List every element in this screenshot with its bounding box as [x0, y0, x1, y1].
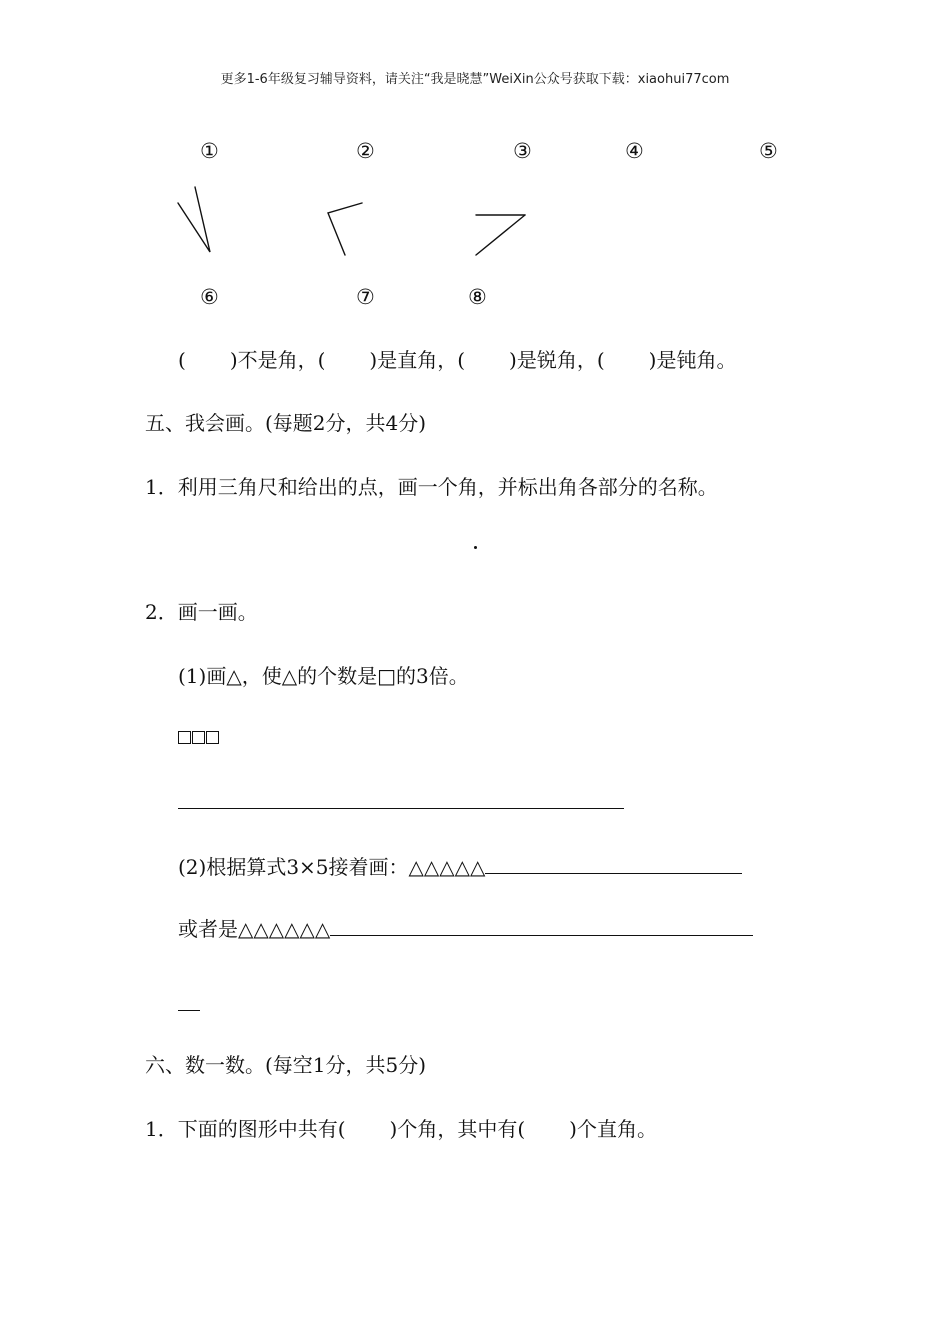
section-6-question-1	[145, 1116, 657, 1142]
angle-number-1: ①	[200, 139, 219, 163]
section-5-question-1: 1．利用三角尺和给出的点，画一个角，并标出角各部分的名称。	[145, 475, 718, 499]
angle-figure-8-ray-bottom	[476, 215, 525, 255]
question-2-2	[178, 853, 742, 880]
section-6-title: 六、数一数。(每空1分，共5分)	[145, 1053, 427, 1077]
header-notice: 更多1-6年级复习辅导资料，请关注“我是晓慧”WeiXin公众号获取下载：xiaohui77com	[220, 72, 730, 87]
question-2-1: (1)画△，使△的个数是□的3倍。	[178, 664, 469, 688]
count-angles-text-c: )个直角。	[569, 1117, 657, 1141]
question-2-2-text: (2)根据算式3×5接着画：△△△△△	[178, 855, 486, 879]
square-shape	[178, 731, 191, 744]
classify-not-angle: )不是角，(	[229, 348, 326, 372]
count-angles-text-a: 1．下面的图形中共有(	[145, 1117, 346, 1141]
angle-number-5: ⑤	[759, 139, 778, 163]
square-shape	[206, 731, 219, 744]
section-5-question-2: 2．画一画。	[145, 600, 258, 624]
given-point	[474, 546, 477, 549]
classify-line	[178, 347, 736, 373]
angle-number-8: ⑧	[468, 285, 487, 309]
angle-number-3: ③	[513, 139, 532, 163]
angle-number-2: ②	[356, 139, 375, 163]
angle-figure-7	[328, 203, 362, 255]
classify-obtuse-angle: )是钝角。	[648, 348, 737, 372]
squares-row	[178, 731, 219, 744]
section-5-title: 五、我会画。(每题2分，共4分)	[145, 411, 427, 435]
question-2-2-alternative	[178, 915, 753, 942]
angle-figures	[0, 0, 950, 320]
angle-number-6: ⑥	[200, 285, 219, 309]
question-2-2-or-text: 或者是△△△△△△	[178, 917, 331, 941]
angle-figure-6	[178, 187, 210, 252]
classify-open-1: (	[178, 348, 186, 372]
classify-right-angle: )是直角，(	[369, 348, 466, 372]
answer-line-5x3[interactable]	[330, 915, 753, 936]
angle-number-7: ⑦	[356, 285, 375, 309]
answer-line-continuation[interactable]	[178, 1010, 200, 1011]
answer-line-triangles[interactable]	[178, 808, 624, 809]
square-shape	[192, 731, 205, 744]
count-angles-text-b: )个角，其中有(	[389, 1117, 526, 1141]
classify-acute-angle: )是锐角，(	[509, 348, 605, 372]
answer-line-3x5[interactable]	[485, 853, 742, 874]
angle-number-4: ④	[625, 139, 644, 163]
